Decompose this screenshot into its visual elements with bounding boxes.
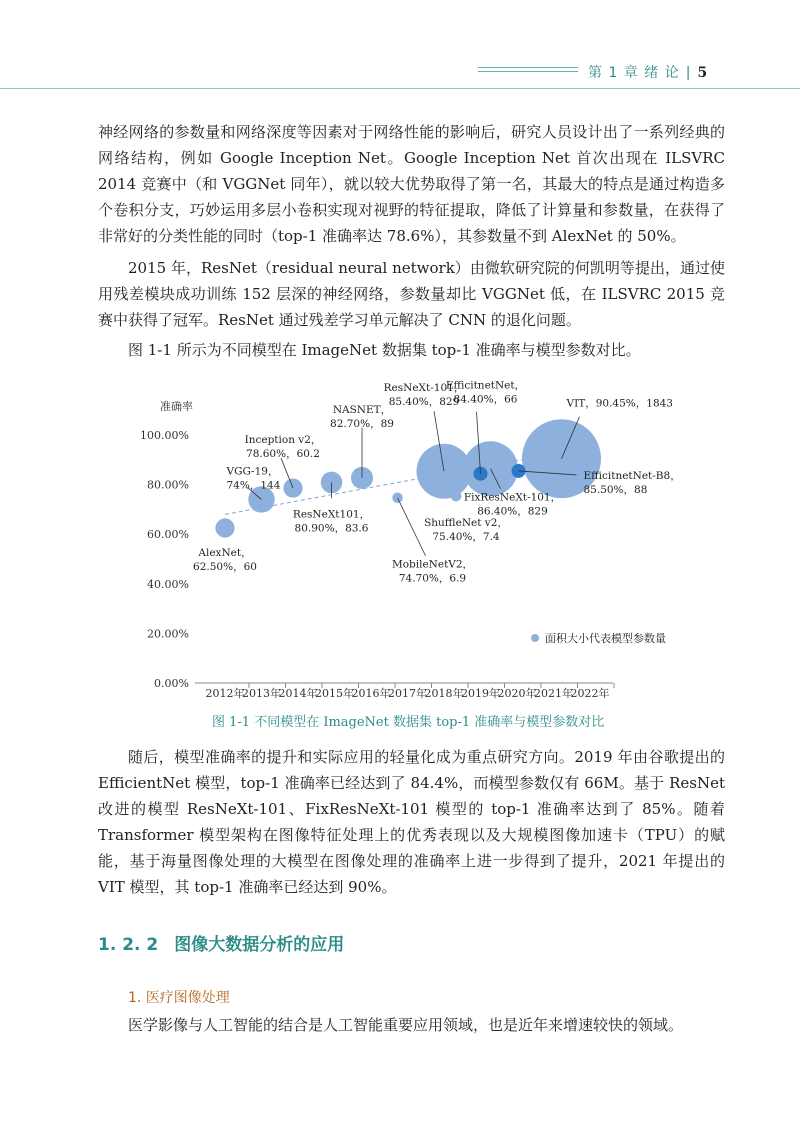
label-value-fixresnext-101: 86.40%，829 xyxy=(477,505,548,518)
label-fixresnext-101: FixResNeXt-101， xyxy=(463,491,562,504)
label-vgg-19: VGG-19， xyxy=(226,465,279,478)
y-tick-label: 100.00% xyxy=(140,429,189,442)
label-vit: VIT，90.45%，1843 xyxy=(566,397,673,410)
figure-caption: 图 1-1 不同模型在 ImageNet 数据集 top-1 准确率与模型参数对比 xyxy=(212,715,605,730)
leader-mobilenetv2 xyxy=(398,498,426,556)
paragraph-5: 医学影像与人工智能的结合是人工智能重要应用领域，也是近年来增速较快的领域。 xyxy=(128,1016,684,1034)
paragraph-4: 随后，模型准确率的提升和实际应用的轻量化成为重点研究方向。2019 年由谷歌提出的 EfficientNet 模型，top-1 准确率已经达到了 84.4%，而模型参数仅有 66M。基于 ResNet 改进的模型 ResNeXt-101、FixResNeXt-101 模型的 top-1 准确率达到了 85%。随着 Transformer 模型架构在图像特征处理上的优秀表现以及大规模图像加速卡（TPU）的赋能，基于海量图像处理的大模型在图像处理的准确率上进一步得到了提升，2021 年提出的 VIT 模型，其 top-1 准确率已经达到 90%。 xyxy=(98,748,725,896)
y-tick-label: 40.00% xyxy=(147,577,189,591)
section-number: 1. 2. 2 xyxy=(98,935,159,955)
paragraph-1: 神经网络的参数量和网络深度等因素对于网络性能的影响后，研究人员设计出了一系列经典的网络结构，例如 Google Inception Net。Google Inception Net 首次出现在 ILSVRC 2014 竞赛中（和 VGGNet 同年），就以较大优势取得了第一名，其最大的特点是通过构造多个卷积分支，巧妙运用多层小卷积实现对视野的特征提取，降低了计算量和参数量，在获得了非常好的分类性能的同时（top-1 准确率达 78.6%），其参数量不到 AlexNet 的 50%。 xyxy=(98,123,725,245)
label-value-efficitnetnet-b8: 85.50%，88 xyxy=(583,483,648,496)
label-value-vgg-19: 74%，144 xyxy=(226,479,281,492)
label-value-shufflenet-v2: 75.40%，7.4 xyxy=(432,531,500,544)
label-shufflenet-v2: ShuffleNet v2， xyxy=(424,517,508,530)
paragraph-2: 2015 年，ResNet（residual neural network）由微软研究院的何凯明等提出，通过使用残差模块成功训练 152 层深的神经网络，参数量却比 VGGNet 低，在 ILSVRC 2015 竞赛中获得了冠军。ResNet 通过残差学习单元解决了 CNN 的退化问题。 xyxy=(98,259,725,329)
bubble-shufflenet-v2 xyxy=(451,491,462,502)
label-nasnet: NASNET， xyxy=(332,403,392,416)
label-value-alexnet: 62.50%，60 xyxy=(193,561,257,573)
x-tick-label: 2021年 xyxy=(534,687,573,700)
chapter-title: 第 1 章 绪 论 xyxy=(588,65,680,81)
x-tick-label: 2022年 xyxy=(570,687,610,700)
x-tick-label: 2017年 xyxy=(388,687,427,700)
legend-marker xyxy=(531,634,539,642)
bubble-alexnet xyxy=(215,518,234,537)
y-axis-label: 准确率 xyxy=(160,400,193,413)
x-tick-label: 2016年 xyxy=(351,687,391,700)
paragraph-3: 图 1-1 所示为不同模型在 ImageNet 数据集 top-1 准确率与模型参数对比。 xyxy=(128,341,641,359)
label-value-resnext101: 80.90%，83.6 xyxy=(294,522,369,535)
x-tick-label: 2019年 xyxy=(461,687,500,700)
label-alexnet: AlexNet， xyxy=(198,547,252,559)
x-tick-label: 2013年 xyxy=(242,687,281,700)
x-tick-label: 2014年 xyxy=(278,687,318,700)
header-divider xyxy=(0,88,800,89)
section-title: 图像大数据分析的应用 xyxy=(174,935,345,955)
label-efficitnetnet-b8: EfficitnetNet-B8， xyxy=(583,469,681,482)
running-header: 第 1 章 绪 论 | 5 xyxy=(588,65,709,81)
label-efficitnetnet: EfficitnetNet， xyxy=(445,379,526,392)
label-value-efficitnetnet: 84.40%，66 xyxy=(453,393,518,406)
figure-1-1-chart xyxy=(0,365,800,705)
x-tick-label: 2015年 xyxy=(315,687,354,700)
header-rule-lines xyxy=(478,67,578,75)
label-value-mobilenetv2: 74.70%，6.9 xyxy=(398,572,467,585)
label-resnext101: ResNeXt101， xyxy=(292,508,371,521)
y-tick-label: 60.00% xyxy=(147,528,189,542)
label-value-inception-v2: 78.60%，60.2 xyxy=(246,448,320,461)
y-tick-label: 0.00% xyxy=(154,677,189,690)
section-heading xyxy=(98,930,344,955)
y-tick-label: 80.00% xyxy=(147,478,189,492)
label-inception-v2: Inception v2， xyxy=(244,434,322,447)
x-tick-label: 2020年 xyxy=(497,687,537,700)
subsection-heading: 1. 医疗图像处理 xyxy=(128,990,230,1006)
label-value-nasnet: 82.70%，89 xyxy=(330,417,394,430)
page-number: 5 xyxy=(697,65,709,81)
x-tick-label: 2018年 xyxy=(424,687,464,700)
x-tick-label: 2012年 xyxy=(205,687,245,700)
label-resnext-101: ResNeXt-101， xyxy=(383,382,465,395)
label-mobilenetv2: MobileNetV2， xyxy=(391,558,474,571)
legend-text: 面积大小代表模型参数量 xyxy=(545,632,666,645)
y-tick-label: 20.00% xyxy=(147,627,189,641)
label-value-resnext-101: 85.40%，829 xyxy=(388,396,460,409)
